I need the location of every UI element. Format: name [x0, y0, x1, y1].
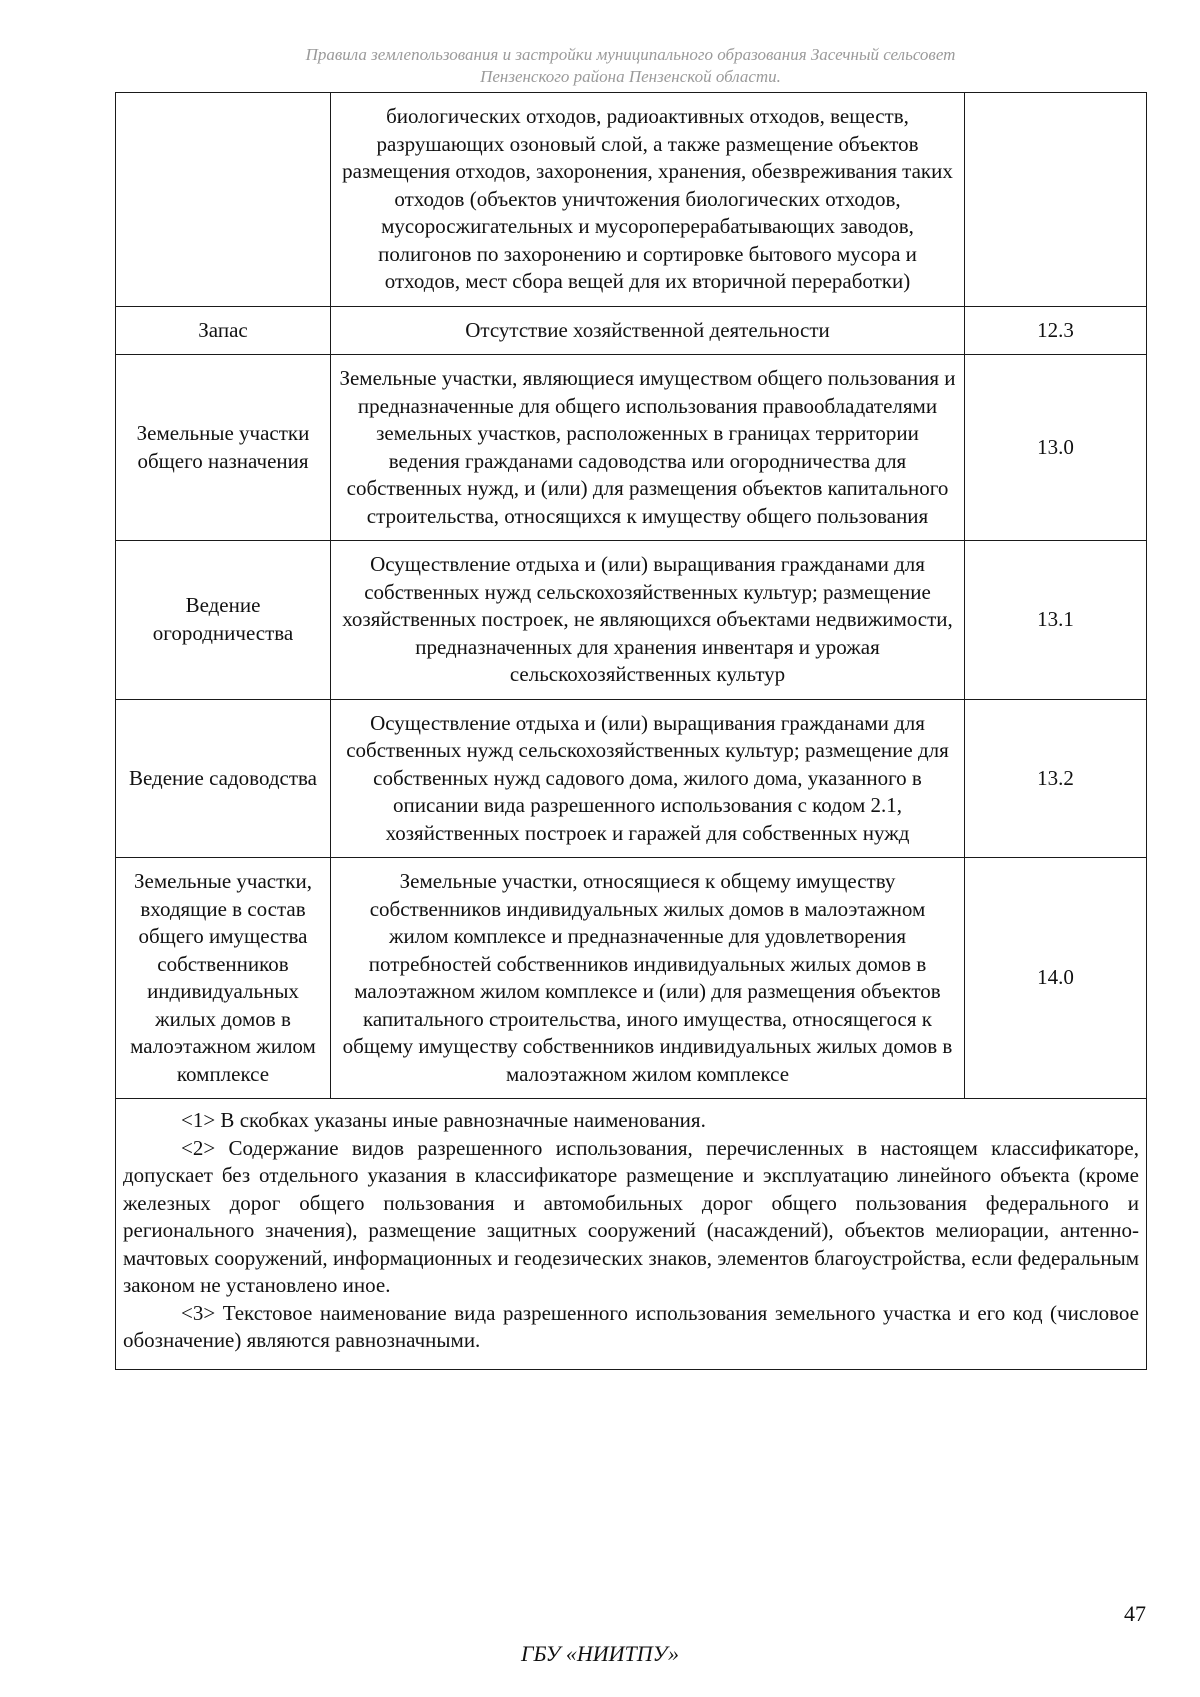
use-code-cell [965, 93, 1147, 307]
table-row [116, 306, 1147, 355]
notes-cell [116, 1099, 1147, 1370]
use-description-cell: Осуществление отдыха и (или) выращивания гражданами для собственных нужд сельскохозяйственных культур; размещение для собственных нужд садового дома, жилого дома, указанного в описании вида разрешенного использования с кодом 2.1, хозяйственных построек и гаражей для собственных нужд [331, 699, 965, 858]
footnote-3: <3> Текстовое наименование вида разрешенного использования земельного участка и его код (числовое обозначение) являются равнозначными. [123, 1300, 1139, 1352]
land-use-classifier-table [115, 92, 1147, 1370]
running-header [115, 44, 1146, 88]
use-description-cell: Осуществление отдыха и (или) выращивания гражданами для собственных нужд сельскохозяйственных культур; размещение хозяйственных построек, не являющихся объектами недвижимости, предназначенных для хранения инвентаря и урожая сельскохозяйственных культур [331, 541, 965, 700]
table-row [116, 93, 1147, 307]
footer-organization: ГБУ «НИИТПУ» [520, 1641, 680, 1666]
notes-row [116, 1099, 1147, 1370]
page-number: 47 [1124, 1601, 1146, 1626]
use-code-cell: 13.0 [965, 355, 1147, 541]
footnote-2: <2> Содержание видов разрешенного использования, перечисленных в настоящем классификаторе, допускает без отдельного указания в классификаторе размещение и эксплуатацию линейного объекта (кроме железных дорог общего пользования и автомобильных дорог общего пользования федерального и регионального значения), размещение защитных сооружений (насаждений), объектов мелиорации, антенно-мачтовых сооружений, информационных и геодезических знаков, элементов благоустройства, если федеральным законом не установлено иное. [123, 1135, 1139, 1297]
running-header-line-2: Пензенского района Пензенской области. [480, 67, 781, 86]
use-description-cell: Земельные участки, являющиеся имуществом общего пользования и предназначенные для общего использования правообладателями земельных участков, расположенных в границах территории ведения гражданами садоводства или огородничества для собственных нужд, и (или) для размещения объектов капитального строительства, относящихся к имуществу общего пользования [331, 355, 965, 541]
use-description-cell: биологических отходов, радиоактивных отходов, веществ, разрушающих озоновый слой, а также размещение объектов размещения отходов, захоронения, хранения, обезвреживания таких отходов (объектов уничтожения биологических отходов, мусоросжигательных и мусороперерабатывающих заводов, полигонов по захоронению и сортировке бытового мусора и отходов, мест сбора вещей для их вторичной переработки) [331, 93, 965, 307]
use-name-cell: Земельные участки общего назначения [116, 355, 331, 541]
use-name-cell: Земельные участки, входящие в состав общего имущества собственников индивидуальных жилых домов в малоэтажном жилом комплексе [116, 858, 331, 1099]
use-code-cell: 13.1 [965, 541, 1147, 700]
use-description-cell: Земельные участки, относящиеся к общему имуществу собственников индивидуальных жилых домов в малоэтажном жилом комплексе и предназначенные для удовлетворения потребностей собственников индивидуальных жилых домов в малоэтажном жилом комплексе и (или) для размещения объектов капитального строительства, иного имущества, относящегося к общему имуществу собственников индивидуальных жилых домов в малоэтажном жилом комплексе [331, 858, 965, 1099]
table-row [116, 858, 1147, 1099]
use-code-cell: 12.3 [965, 306, 1147, 355]
use-description-cell: Отсутствие хозяйственной деятельности [331, 306, 965, 355]
use-code-cell: 13.2 [965, 699, 1147, 858]
table-row [116, 699, 1147, 858]
footnote-1: <1> В скобках указаны иные равнозначные наименования. [181, 1108, 706, 1132]
table-row [116, 355, 1147, 541]
use-code-cell: 14.0 [965, 858, 1147, 1099]
use-name-cell: Ведение огородничества [116, 541, 331, 700]
use-name-cell: Запас [116, 306, 331, 355]
use-name-cell: Ведение садоводства [116, 699, 331, 858]
running-header-line-1: Правила землепользования и застройки муниципального образования Засечный сельсовет [305, 45, 956, 64]
use-name-cell [116, 93, 331, 307]
table-row [116, 541, 1147, 700]
